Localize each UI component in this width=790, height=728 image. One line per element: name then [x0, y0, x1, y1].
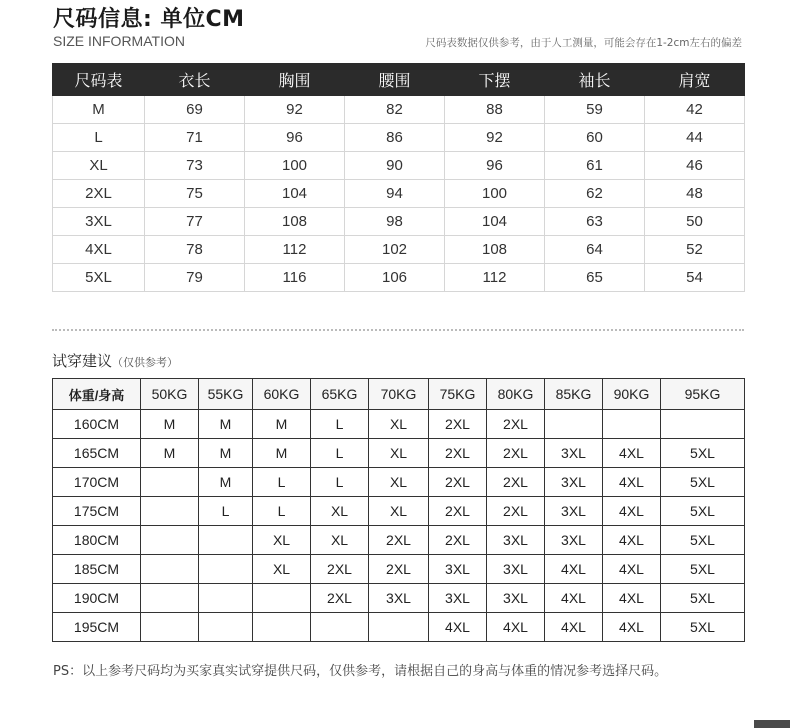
column-header: 95KG: [661, 379, 745, 410]
recommend-table-body: [53, 410, 745, 642]
table-cell: M: [199, 410, 253, 439]
table-cell: M: [199, 439, 253, 468]
table-row: [53, 410, 745, 439]
row-label-cell: XL: [53, 152, 145, 180]
table-cell: 5XL: [661, 555, 745, 584]
table-cell: 108: [245, 208, 345, 236]
table-cell: 98: [345, 208, 445, 236]
table-cell: 94: [345, 180, 445, 208]
table-cell: 75: [145, 180, 245, 208]
recommend-table-header: [53, 379, 745, 410]
table-row: [53, 584, 745, 613]
table-cell: 4XL: [603, 439, 661, 468]
table-row: [53, 264, 745, 292]
row-label-cell: M: [53, 96, 145, 124]
table-row: [53, 439, 745, 468]
table-cell: [141, 468, 199, 497]
table-cell: [141, 613, 199, 642]
table-cell: 73: [145, 152, 245, 180]
column-header: 腰围: [345, 64, 445, 96]
table-cell: 50: [645, 208, 745, 236]
measurement-note: 尺码表数据仅供参考，由于人工测量，可能会存在1-2cm左右的偏差: [425, 37, 742, 49]
table-cell: [141, 526, 199, 555]
table-row: [53, 208, 745, 236]
row-label-cell: 165CM: [53, 439, 141, 468]
column-header: 80KG: [487, 379, 545, 410]
table-cell: 96: [445, 152, 545, 180]
table-cell: M: [141, 439, 199, 468]
table-cell: 92: [445, 124, 545, 152]
table-row: [53, 236, 745, 264]
table-cell: 3XL: [545, 439, 603, 468]
column-header: 下摆: [445, 64, 545, 96]
table-cell: 100: [245, 152, 345, 180]
table-cell: 64: [545, 236, 645, 264]
table-row: [53, 526, 745, 555]
table-cell: [199, 526, 253, 555]
table-cell: 59: [545, 96, 645, 124]
table-cell: 3XL: [487, 584, 545, 613]
table-cell: 5XL: [661, 468, 745, 497]
table-cell: 5XL: [661, 584, 745, 613]
table-cell: M: [253, 439, 311, 468]
page-subtitle: SIZE INFORMATION: [53, 33, 185, 49]
table-cell: [141, 555, 199, 584]
table-cell: 60: [545, 124, 645, 152]
table-cell: M: [199, 468, 253, 497]
table-cell: 78: [145, 236, 245, 264]
table-cell: XL: [253, 555, 311, 584]
recommend-title: [52, 350, 178, 371]
table-cell: 2XL: [429, 497, 487, 526]
table-cell: 2XL: [429, 526, 487, 555]
table-cell: [661, 410, 745, 439]
row-label-cell: 3XL: [53, 208, 145, 236]
column-header: 55KG: [199, 379, 253, 410]
table-cell: [253, 613, 311, 642]
column-header: 肩宽: [645, 64, 745, 96]
table-cell: 2XL: [429, 410, 487, 439]
table-cell: L: [311, 439, 369, 468]
table-cell: XL: [369, 410, 429, 439]
table-cell: 65: [545, 264, 645, 292]
column-header: 胸围: [245, 64, 345, 96]
column-header: 尺码表: [53, 64, 145, 96]
table-cell: [311, 613, 369, 642]
column-header: 65KG: [311, 379, 369, 410]
table-cell: XL: [369, 439, 429, 468]
table-cell: L: [253, 468, 311, 497]
table-cell: M: [253, 410, 311, 439]
column-header: 90KG: [603, 379, 661, 410]
table-cell: 5XL: [661, 497, 745, 526]
section-divider: [52, 329, 744, 331]
page-title: 尺码信息: 单位CM: [53, 7, 245, 32]
table-cell: L: [253, 497, 311, 526]
table-cell: XL: [369, 497, 429, 526]
row-label-cell: L: [53, 124, 145, 152]
table-cell: 79: [145, 264, 245, 292]
table-cell: 4XL: [603, 555, 661, 584]
table-cell: 4XL: [429, 613, 487, 642]
table-cell: 92: [245, 96, 345, 124]
table-cell: 62: [545, 180, 645, 208]
table-cell: XL: [311, 497, 369, 526]
table-cell: L: [311, 410, 369, 439]
table-cell: 116: [245, 264, 345, 292]
row-label-cell: 190CM: [53, 584, 141, 613]
table-cell: 42: [645, 96, 745, 124]
table-row: [53, 613, 745, 642]
table-cell: 2XL: [311, 584, 369, 613]
table-cell: 54: [645, 264, 745, 292]
size-table: [52, 63, 745, 292]
table-cell: 2XL: [369, 555, 429, 584]
table-cell: 3XL: [487, 526, 545, 555]
table-cell: 82: [345, 96, 445, 124]
table-cell: 112: [445, 264, 545, 292]
table-cell: 104: [245, 180, 345, 208]
table-cell: 3XL: [487, 555, 545, 584]
column-header: 60KG: [253, 379, 311, 410]
row-label-cell: 2XL: [53, 180, 145, 208]
table-cell: 5XL: [661, 439, 745, 468]
table-cell: XL: [369, 468, 429, 497]
column-header: 85KG: [545, 379, 603, 410]
column-header: 袖长: [545, 64, 645, 96]
table-cell: 4XL: [603, 613, 661, 642]
table-cell: 108: [445, 236, 545, 264]
table-cell: 104: [445, 208, 545, 236]
table-cell: 4XL: [545, 584, 603, 613]
table-cell: 3XL: [369, 584, 429, 613]
table-cell: 4XL: [545, 613, 603, 642]
recommend-title-note: （仅供参考）: [112, 356, 179, 369]
table-cell: 4XL: [603, 497, 661, 526]
table-row: [53, 497, 745, 526]
table-cell: L: [311, 468, 369, 497]
table-cell: [603, 410, 661, 439]
table-row: [53, 555, 745, 584]
table-cell: 3XL: [545, 468, 603, 497]
corner-decoration: [754, 720, 790, 728]
table-cell: 77: [145, 208, 245, 236]
table-cell: 3XL: [545, 497, 603, 526]
table-cell: 63: [545, 208, 645, 236]
row-label-cell: 175CM: [53, 497, 141, 526]
table-cell: 96: [245, 124, 345, 152]
table-cell: [199, 584, 253, 613]
table-cell: 3XL: [545, 526, 603, 555]
table-cell: 2XL: [429, 468, 487, 497]
table-cell: 4XL: [603, 584, 661, 613]
table-cell: [141, 584, 199, 613]
table-cell: 52: [645, 236, 745, 264]
table-cell: [199, 613, 253, 642]
recommend-title-text: 试穿建议: [52, 352, 113, 370]
table-cell: 2XL: [487, 410, 545, 439]
table-cell: XL: [311, 526, 369, 555]
ps-note: PS：以上参考尺码均为买家真实试穿提供尺码，仅供参考，请根据自己的身高与体重的情况参考选择尺码。: [53, 664, 668, 679]
row-label-cell: 195CM: [53, 613, 141, 642]
table-cell: 4XL: [487, 613, 545, 642]
table-cell: 100: [445, 180, 545, 208]
table-cell: 90: [345, 152, 445, 180]
table-cell: 44: [645, 124, 745, 152]
table-cell: 46: [645, 152, 745, 180]
table-cell: 2XL: [311, 555, 369, 584]
table-cell: [545, 410, 603, 439]
row-label-cell: 185CM: [53, 555, 141, 584]
table-cell: 69: [145, 96, 245, 124]
table-cell: 112: [245, 236, 345, 264]
table-row: [53, 152, 745, 180]
size-table-body: [53, 96, 745, 292]
table-cell: L: [199, 497, 253, 526]
column-header: 50KG: [141, 379, 199, 410]
table-cell: 5XL: [661, 526, 745, 555]
row-label-cell: 160CM: [53, 410, 141, 439]
table-cell: 2XL: [369, 526, 429, 555]
table-cell: 4XL: [603, 526, 661, 555]
table-cell: 3XL: [429, 555, 487, 584]
column-header: 体重/身高: [53, 379, 141, 410]
table-cell: 2XL: [487, 468, 545, 497]
table-cell: 2XL: [429, 439, 487, 468]
table-cell: 2XL: [487, 439, 545, 468]
table-cell: 4XL: [603, 468, 661, 497]
recommend-table: [52, 378, 745, 642]
table-row: [53, 96, 745, 124]
table-cell: 102: [345, 236, 445, 264]
table-row: [53, 468, 745, 497]
table-row: [53, 124, 745, 152]
table-cell: 88: [445, 96, 545, 124]
table-cell: [253, 584, 311, 613]
column-header: 衣长: [145, 64, 245, 96]
table-cell: [199, 555, 253, 584]
row-label-cell: 4XL: [53, 236, 145, 264]
column-header: 70KG: [369, 379, 429, 410]
table-cell: 71: [145, 124, 245, 152]
table-cell: 5XL: [661, 613, 745, 642]
table-cell: M: [141, 410, 199, 439]
table-cell: 2XL: [487, 497, 545, 526]
table-cell: 48: [645, 180, 745, 208]
table-cell: 86: [345, 124, 445, 152]
table-cell: 61: [545, 152, 645, 180]
table-cell: 4XL: [545, 555, 603, 584]
row-label-cell: 170CM: [53, 468, 141, 497]
row-label-cell: 180CM: [53, 526, 141, 555]
table-row: [53, 180, 745, 208]
size-table-header: [53, 64, 745, 96]
table-cell: [141, 497, 199, 526]
table-cell: 106: [345, 264, 445, 292]
table-cell: 3XL: [429, 584, 487, 613]
row-label-cell: 5XL: [53, 264, 145, 292]
table-cell: [369, 613, 429, 642]
column-header: 75KG: [429, 379, 487, 410]
table-cell: XL: [253, 526, 311, 555]
